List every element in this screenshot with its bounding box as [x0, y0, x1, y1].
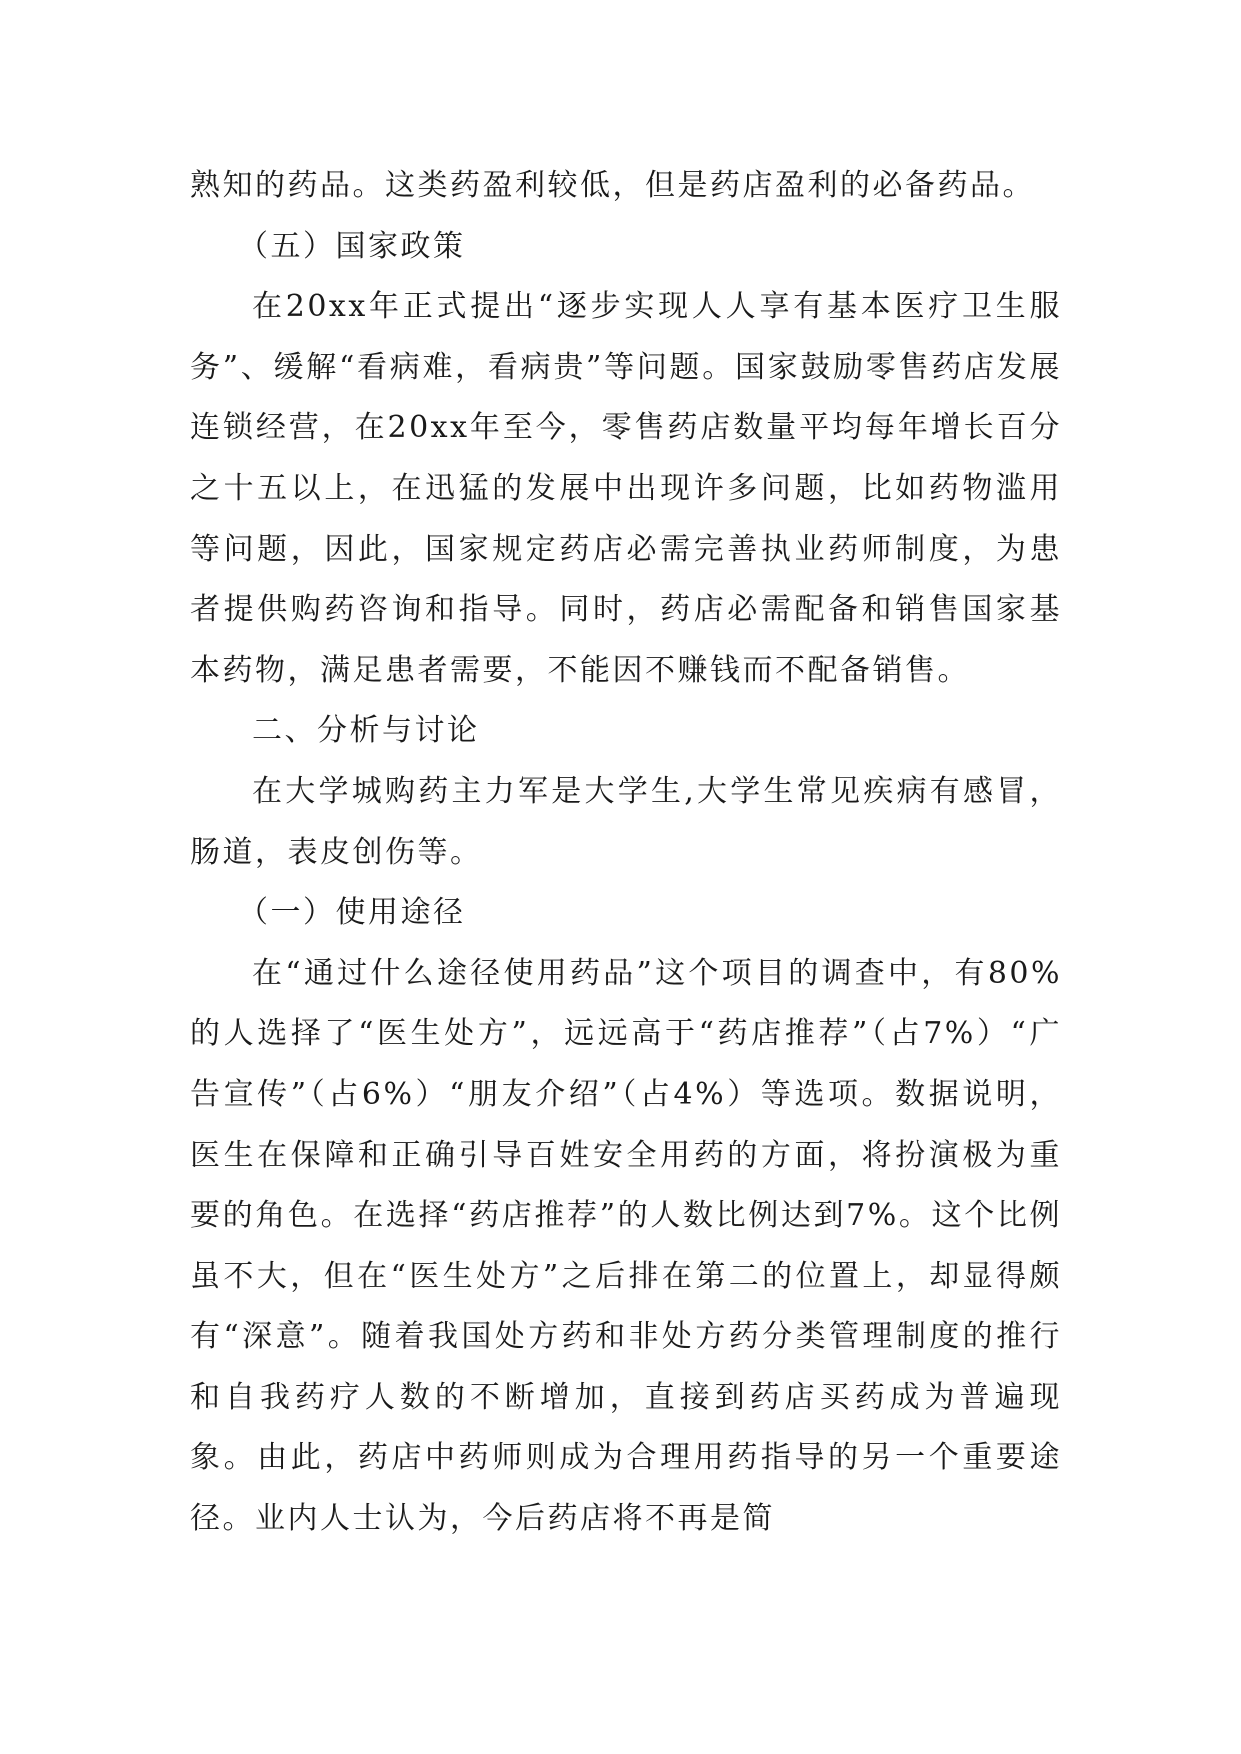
- section-heading-usage: （一）使用途径: [238, 895, 466, 931]
- section-heading-analysis: 二、分析与讨论: [252, 713, 480, 749]
- paragraph-students: 在大学城购药主力军是大学生,大学生常见疾病有感冒，肠道，表皮创伤等。: [190, 773, 1062, 870]
- paragraph-national-policy: 在20xx年正式提出“逐步实现人人享有基本医疗卫生服务”、缓解“看病难，看病贵”等问题。国家鼓励零售药店发展连锁经营，在20xx年至今，零售药店数量平均每年增长百分之十五以上，在迅猛的发展中出现许多问题，比如药物滥用等问题，因此，国家规定药店必需完善执业药师制度，为患者提供购药咨询和指导。同时，药店必需配备和销售国家基本药物，满足患者需要，不能因不赚钱而不配备销售。: [190, 289, 1062, 688]
- section-heading-national-policy: （五）国家政策: [238, 228, 466, 264]
- paragraph-usage: 在“通过什么途径使用药品”这个项目的调查中，有80%的人选择了“医生处方”，远远高于“药店推荐”（占7%）“广告宣传”（占6%）“朋友介绍”（占4%）等选项。数据说明，医生在保障和正确引导百姓安全用药的方面，将扮演极为重要的角色。在选择“药店推荐”的人数比例达到7%。这个比例虽不大，但在“医生处方”之后排在第二的位置上，却显得颇有“深意”。随着我国处方药和非处方药分类管理制度的推行和自我药疗人数的不断增加，直接到药店买药成为普遍现象。由此，药店中药师则成为合理用药指导的另一个重要途径。业内人士认为，今后药店将不再是简: [190, 955, 1062, 1537]
- paragraph-continuation: 熟知的药品。这类药盈利较低，但是药店盈利的必备药品。: [190, 168, 1035, 203]
- document-body: [190, 156, 1062, 1550]
